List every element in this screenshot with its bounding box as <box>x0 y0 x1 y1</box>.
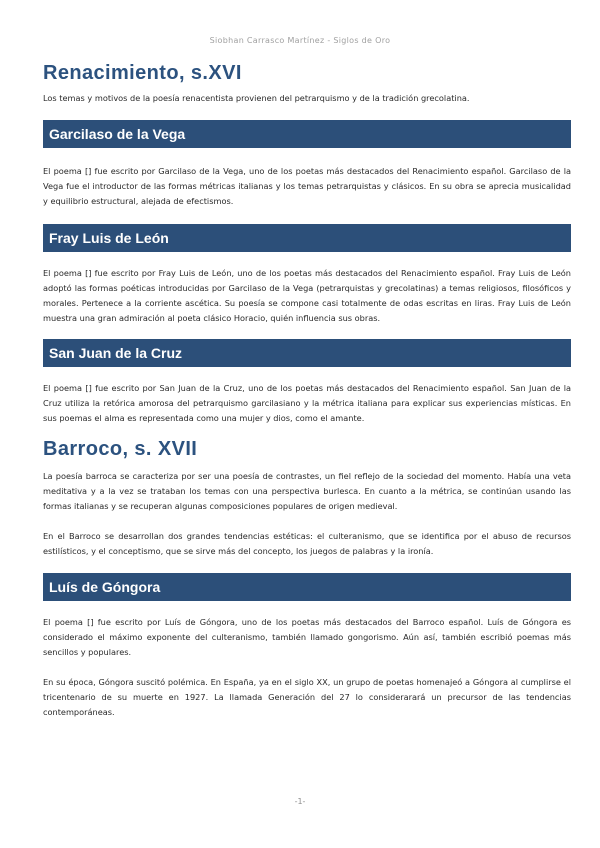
section-bar-garcilaso: Garcilaso de la Vega <box>43 120 571 148</box>
barroco-paragraph-2: En el Barroco se desarrollan dos grandes tendencias estéticas: el culteranismo, que se identifica por el abuso de recursos estilísticos, y el conceptismo, que se sirve más del concepto, los juegos de palabras y la ironía. <box>43 531 571 556</box>
section-bar-fray-luis: Fray Luis de León <box>43 224 571 252</box>
heading-renacimiento: Renacimiento, s.XVI <box>43 62 242 84</box>
page-number: -1- <box>294 797 306 806</box>
renacimiento-intro: Los temas y motivos de la poesía renacentista provienen del petrarquismo y de la tradición grecolatina. <box>43 93 470 103</box>
garcilaso-text: El poema [] fue escrito por Garcilaso de la Vega, uno de los poetas más destacados del Renacimiento español. Garcilaso de la Vega fue el introductor de las formas métricas italianas y los temas petrarquistas y clásicos. En su obra se aprecia musicalidad y equilibrio estructural, alejada de efectismos. <box>43 166 571 206</box>
fray-luis-text: El poema [] fue escrito por Fray Luis de León, uno de los poetas más destacados del Renacimiento español. Fray Luis de León adoptó las formas poéticas introducidas por Garcilaso de la Vega (petrarquistas y grecolatinas) a temas religiosos, filosóficos y morales. Pertenece a la corriente ascética. Su poesía se compone casi totalmente de odas escritas en liras. Fray Luis de León muestra una gran admiración al poeta clásico Horacio, quién influencia sus obras. <box>43 268 571 323</box>
section-bar-san-juan: San Juan de la Cruz <box>43 339 571 367</box>
gongora-paragraph-1: El poema [] fue escrito por Luís de Góngora, uno de los poetas más destacados del Barroco español. Luís de Góngora es considerado el máximo exponente del culteranismo, también llamado gongorismo. Aún así, también escribió poemas más sencillos y populares. <box>43 617 571 657</box>
section-bar-gongora: Luís de Góngora <box>43 573 571 601</box>
running-header: Siobhan Carrasco Martínez - Siglos de Oro <box>209 36 391 45</box>
san-juan-text: El poema [] fue escrito por San Juan de la Cruz, uno de los poetas más destacados del Renacimiento español. San Juan de la Cruz utiliza la retórica amorosa del petrarquismo garcilasiano y la métrica italiana para explicar sus experiencias místicas. En sus poemas el alma es representada como una mujer y dios, como el amante. <box>43 383 571 423</box>
page-content <box>43 58 571 720</box>
gongora-paragraph-2: En su época, Góngora suscitó polémica. En España, ya en el siglo XX, un grupo de poetas homenajeó a Góngora al cumplirse el tricentenario de su muerte en 1927. La llamada Generación del 27 lo considerarará un precursor de las tendencias contemporáneas. <box>43 677 571 717</box>
heading-barroco: Barroco, s. XVII <box>43 438 198 460</box>
barroco-paragraph-1: La poesía barroca se caracteriza por ser una poesía de contrastes, un fiel reflejo de la sociedad del momento. Había una veta meditativa y a la vez se trataban los temas con una perspectiva burlesca. En cuanto a la métrica, se continúan usando las formas italianas y se recuperan algunas composiciones populares de origen medieval. <box>43 471 571 511</box>
